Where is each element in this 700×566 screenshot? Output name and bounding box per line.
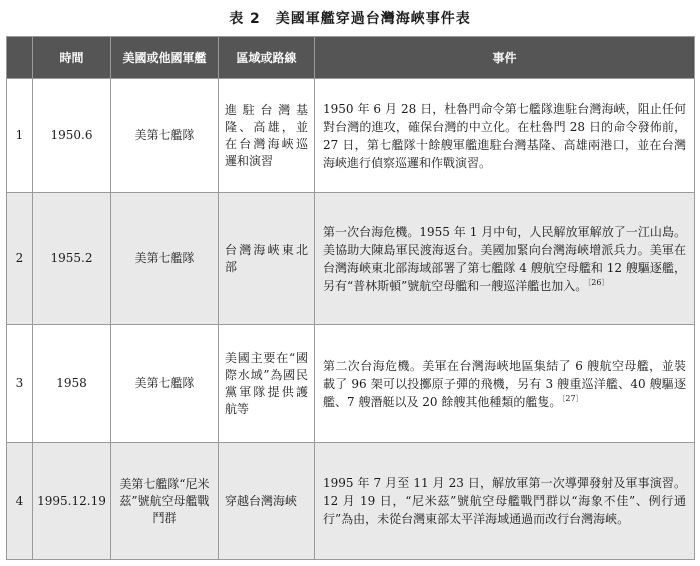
row-event	[315, 79, 695, 193]
row-area: 台灣海峽東北部	[219, 193, 315, 325]
table-row	[7, 325, 695, 443]
row-number: 4	[7, 443, 33, 560]
row-ship: 美第七艦隊	[111, 325, 219, 443]
row-event	[315, 443, 695, 560]
row-ship: 美第七艦隊“尼米茲”號航空母艦戰鬥群	[111, 443, 219, 560]
table-row	[7, 193, 695, 325]
row-number: 2	[7, 193, 33, 325]
header-area: 區域或路線	[219, 37, 315, 79]
row-event	[315, 193, 695, 325]
header-event: 事件	[315, 37, 695, 79]
event-text: 1950 年 6 月 28 日，杜魯門命令第七艦隊進駐台灣海峽，阻止任何對台灣的進攻，確保台灣的中立化。在杜魯門 28 日的命令發佈前，27 日，第七艦隊十餘艘軍艦進駐台灣基隆、高雄兩港口，並在台灣海峽進行偵察巡邏和作戰演習。	[323, 101, 686, 170]
row-ship: 美第七艦隊	[111, 193, 219, 325]
row-time: 1955.2	[33, 193, 111, 325]
header-ship: 美國或他國軍艦	[111, 37, 219, 79]
row-time: 1958	[33, 325, 111, 443]
event-text: 第一次台海危機。1955 年 1 月中旬，人民解放軍解放了一江山島。美協助大陳島軍民渡海返台。美國加緊向台灣海峽增派兵力。美軍在台灣海峽東北部海域部署了第七艦隊 4 艘航空母艦和 12 艘驅逐艦，另有“普林斯頓”號航空母艦和一艘巡洋艦也加入。	[323, 224, 686, 293]
row-time: 1995.12.19	[33, 443, 111, 560]
event-text: 第二次台海危機。美軍在台灣海峽地區集結了 6 艘航空母艦，並裝載了 96 架可以投擲原子彈的飛機，另有 3 艘重巡洋艦、40 艘驅逐艦、7 艘潛艇以及 20 餘艘其他種類的艦隻。	[323, 358, 686, 409]
row-time: 1950.6	[33, 79, 111, 193]
event-text: 1995 年 7 月至 11 月 23 日，解放軍第一次導彈發射及軍事演習。12 月 19 日，“尼米茲”號航空母艦戰鬥群以“海象不佳”、例行通行”為由，未從台灣東部太平洋海域通過而改行台灣海峽。	[323, 476, 686, 526]
events-table	[6, 36, 695, 560]
header-no	[7, 37, 33, 79]
row-area: 美國主要在“國際水域”為國民黨軍隊提供護航等	[219, 325, 315, 443]
table-row	[7, 443, 695, 560]
header-time: 時間	[33, 37, 111, 79]
table-row	[7, 79, 695, 193]
row-number: 3	[7, 325, 33, 443]
row-number: 1	[7, 79, 33, 193]
row-area: 穿越台灣海峽	[219, 443, 315, 560]
row-event	[315, 325, 695, 443]
row-area: 進駐台灣基隆、高雄，並在台灣海峽巡邏和演習	[219, 79, 315, 193]
row-ship: 美第七艦隊	[111, 79, 219, 193]
header-row	[7, 37, 695, 79]
footnote-ref: 〔26〕	[587, 277, 610, 287]
table-caption: 表 2 美國軍艦穿過台灣海峽事件表	[229, 11, 471, 27]
footnote-ref: 〔27〕	[561, 393, 584, 403]
